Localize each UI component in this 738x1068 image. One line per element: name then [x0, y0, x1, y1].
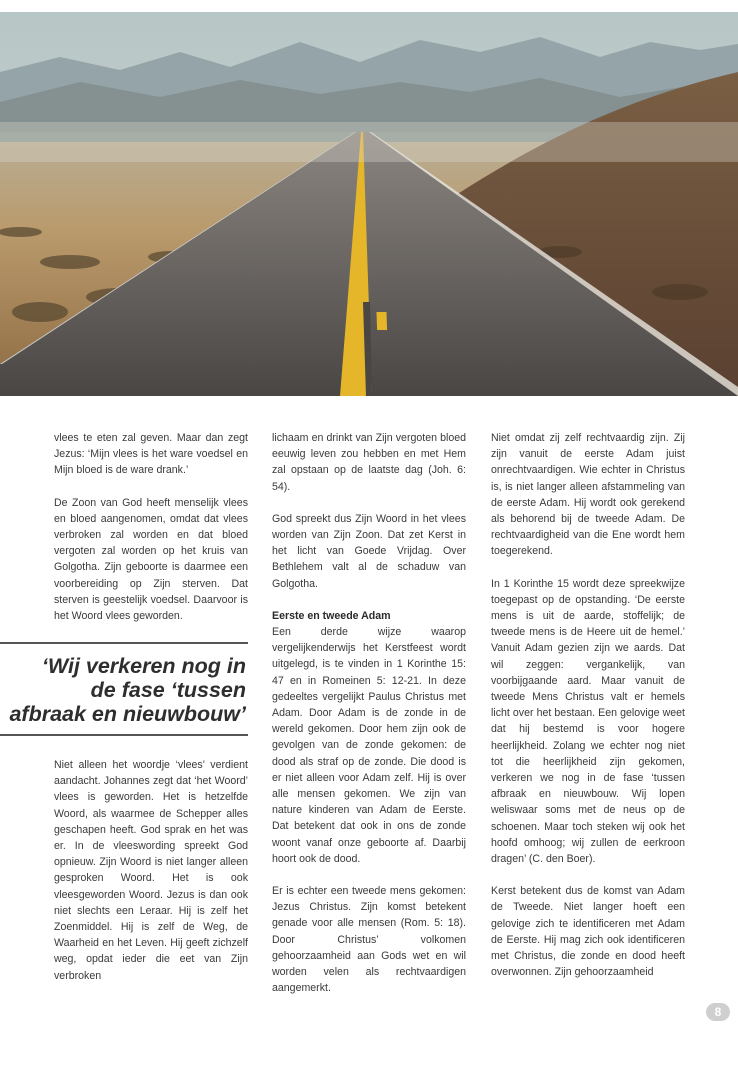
column1-paragraph-1: vlees te eten zal geven. Maar dan zegt Jezus: ‘Mijn vlees is het ware voedsel en Mijn bloed is de ware drank.’ — [54, 432, 248, 477]
column2-paragraph-4: Er is echter een tweede mens gekomen: Jezus Christus. Zijn komst betekent genade voor alle mensen (Rom. 5: 18). Door Christus’ volkomen gehoorzaamheid aan Gods wet en wil worden velen als rechtvaardigen aangemerkt. — [272, 885, 466, 995]
pull-quote-line-3: afbraak en nieuwbouw’ — [9, 702, 246, 726]
pull-quote-line-2: de fase ‘tussen — [90, 678, 246, 702]
column1-paragraph-3: Niet alleen het woordje ‘vlees’ verdient aandacht. Johannes zegt dat ‘het Woord’ vlees is geworden. Het is hetzelfde Woord, als waarmee de Schepper alles geschapen heeft. God sprak en het was er. In de vleeswording spreekt God opnieuw. Zijn Woord is niet langer alleen gesproken Woord. Het is ook vleesgeworden Woord. Jezus is dan ook niet slechts een Leraar. Hij is zelf het Zoenmiddel. Hij is zelf de Weg, de Waarheid en het Leven. Hij geeft zichzelf weg, opdat ieder die eet van Zijn verbroken — [54, 759, 248, 982]
column2-paragraph-3: Een derde wijze waarop vergelijkenderwijs het Kerstfeest wordt uitgelegd, is te vinden in 1 Korinthe 15: 47 en in Romeinen 5: 12-21. In deze gedeeltes vergelijkt Paulus Christus met Adam. Door Adam is de zonde in de wereld gekomen. Door hem zijn ook de gevolgen van de zonde gekomen: de dood als straf op de zonde. Die dood is er niet alleen voor Adam zelf. Hij is over alle mensen gekomen. We zijn van nature kinderen van Adam de Eerste. Dat betekent dat ook in ons de zonde woont vanaf onze geboorte af. Daarbij hoort ook de dood. — [272, 626, 466, 865]
pull-quote-text — [0, 654, 246, 726]
pull-quote-line-1: ‘Wij verkeren nog in — [41, 654, 246, 678]
column3-paragraph-1: Niet omdat zij zelf rechtvaardig zijn. Zij zijn vanuit de eerste Adam juist onrechtvaardigen. Wie echter in Christus is, is niet langer alleen afstammeling van de eerste Adam. Hij wordt ook gerekend als behorend bij de tweede Adam. De rechtvaardigheid van die Ene wordt hem toegerekend. — [491, 432, 685, 558]
section-heading: Eerste en tweede Adam — [272, 609, 391, 622]
column1-paragraph-2: De Zoon van God heeft menselijk vlees en bloed aangenomen, omdat dat vlees verbroken zal worden en dat bloed vergoten zal worden op het kruis van Golgotha. Zijn geboorte is daarmee een voorbereiding op Zijn sterven. Dat sterven is geestelijk voedsel. Daarvoor is het Woord vlees geworden. — [54, 496, 248, 623]
column3-paragraph-2: In 1 Korinthe 15 wordt deze spreekwijze toegepast op de opstanding. ‘De eerste mens is uit de aarde, stoffelijk; de tweede mens is de Heere uit de hemel.’ Vanuit Adam gezien zijn we aards. Dat wil zeggen: vergankelijk, van voorbijgaande aard. Maar vanuit de tweede Mens Christus valt er hemels licht over het bestaan. Een gelovige weet dat hij bestemd is voor hogere heerlijkheid. Zolang we echter nog niet tot die heerlijkheid zijn gekomen, verkeren we nog in de fase ‘tussen afbraak en nieuwbouw. Wij lopen weliswaar soms met de neus op de schoenen. Maar toch steken wij ook het hoofd omhoog; wij zullen de eerkroon dragen’ (C. den Boer). — [491, 577, 685, 866]
column2-paragraph-2: God spreekt dus Zijn Woord in het vlees worden van Zijn Zoon. Dat zet Kerst in het licht van Goede Vrijdag. Over Bethlehem valt al de schaduw van Golgotha. — [272, 512, 466, 590]
column-1-continued — [54, 757, 248, 984]
page-number: 8 — [706, 1003, 730, 1021]
column2-paragraph-1: lichaam en drinkt van Zijn vergoten bloed eeuwig leven zou hebben en met Hem zal opstaan op de laatste dag (Joh. 6: 54). — [272, 432, 466, 493]
column-3 — [491, 430, 685, 981]
desert-road-image — [0, 12, 738, 396]
hero-photo — [0, 12, 738, 396]
column-2 — [272, 430, 466, 997]
column-1 — [54, 430, 248, 640]
pull-quote — [0, 642, 248, 736]
column3-paragraph-3: Kerst betekent dus de komst van Adam de Tweede. Niet langer hoeft een gelovige zich te identificeren met Adam de Eerste. Hij mag zich ook identificeren met Christus, die zonde en dood heeft overwonnen. Zijn gehoorzaamheid — [491, 885, 685, 979]
